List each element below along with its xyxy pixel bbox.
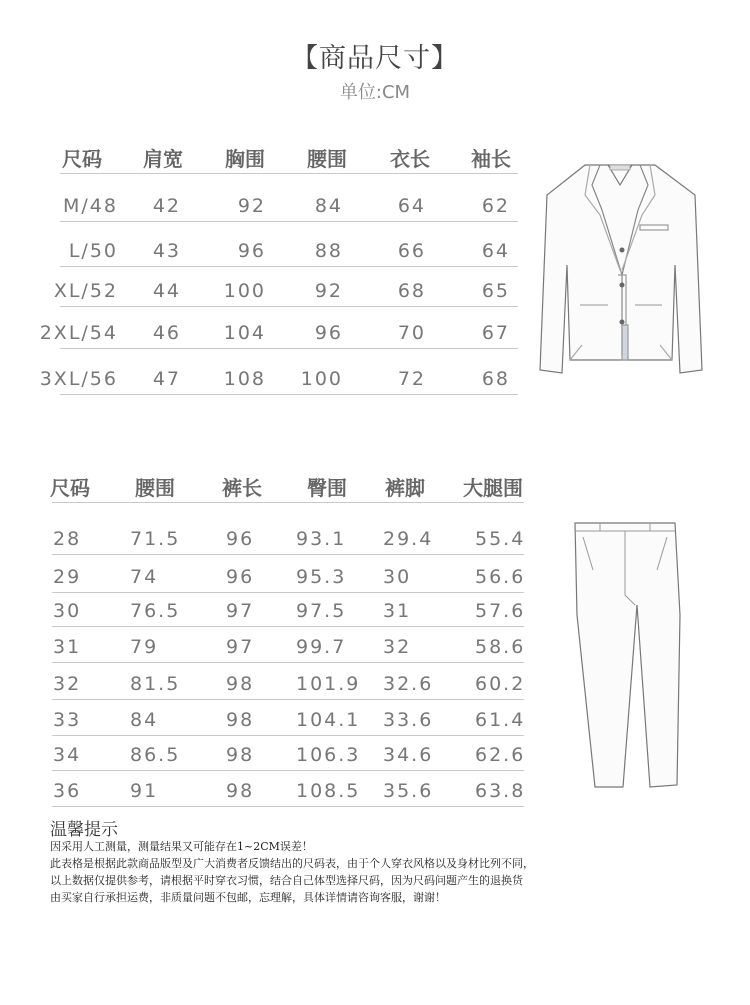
table-row — [0, 368, 520, 408]
table-cell: M/48 — [63, 195, 118, 217]
table-cell: 95.3 — [296, 566, 347, 588]
table-cell: 64 — [397, 195, 426, 217]
table-cell: 96 — [237, 240, 266, 262]
row-divider — [52, 735, 524, 736]
table-cell: 99.7 — [296, 636, 347, 658]
table-cell: 36 — [53, 780, 82, 802]
table-cell: 100 — [300, 368, 343, 390]
tips-line: 因采用人工测量，测量结果又可能存在1~2CM误差！ — [50, 840, 313, 853]
table-cell: 91 — [130, 780, 159, 802]
row-divider — [52, 554, 524, 555]
table-row — [0, 709, 526, 749]
table-row — [0, 780, 526, 820]
table-cell: 100 — [223, 280, 266, 302]
table-row — [0, 636, 526, 676]
table-row — [0, 280, 520, 320]
table-cell: 97 — [226, 636, 255, 658]
table-cell: 28 — [53, 528, 82, 550]
tips-line: 由买家自行承担运费，非质量问题不包邮，忘理解，具体详情请咨询客服，谢谢！ — [50, 891, 446, 904]
table-cell: 62.6 — [475, 744, 526, 766]
table-cell: 46 — [152, 322, 181, 344]
row-divider — [52, 626, 524, 627]
table-cell: 35.6 — [383, 780, 434, 802]
tips-line: 以上数据仅提供参考，请根据平时穿衣习惯，结合自己体型选择尺码，因为尺码问题产生的退换货 — [50, 874, 523, 887]
row-divider — [52, 662, 524, 663]
table-cell: 92 — [314, 280, 343, 302]
column-header: 尺码 — [50, 476, 90, 500]
row-divider — [52, 699, 524, 700]
table-cell: 86.5 — [130, 744, 181, 766]
table-cell: 2XL/54 — [39, 322, 118, 344]
table-cell: 60.2 — [475, 673, 526, 695]
table-cell: 42 — [152, 195, 181, 217]
table-row — [0, 322, 520, 362]
table-cell: 55.4 — [475, 528, 526, 550]
table-row — [0, 673, 526, 713]
table-cell: 96 — [314, 322, 343, 344]
table-cell: 96 — [226, 566, 255, 588]
column-header: 腰围 — [135, 476, 175, 500]
table-cell: 71.5 — [130, 528, 181, 550]
table-cell: 84 — [314, 195, 343, 217]
table-cell: 81.5 — [130, 673, 181, 695]
table-row — [0, 195, 520, 235]
row-divider — [52, 592, 524, 593]
row-divider — [52, 806, 524, 807]
table-cell: 98 — [226, 744, 255, 766]
column-header: 胸围 — [225, 147, 265, 171]
table-cell: 3XL/56 — [39, 368, 118, 390]
table-cell: 104 — [223, 322, 266, 344]
table-cell: L/50 — [68, 240, 118, 262]
table-header — [0, 472, 523, 512]
table-cell: 58.6 — [475, 636, 526, 658]
table-cell: 101.9 — [296, 673, 361, 695]
table-cell: 93.1 — [296, 528, 347, 550]
table-cell: 33 — [53, 709, 82, 731]
table-cell: XL/52 — [53, 280, 118, 302]
table-cell: 30 — [53, 600, 82, 622]
table-row — [0, 528, 526, 568]
tips-text — [50, 838, 690, 906]
row-divider — [60, 306, 518, 307]
unit-label: 单位:CM — [339, 82, 411, 103]
table-cell: 74 — [130, 566, 159, 588]
column-header: 衣长 — [390, 147, 430, 171]
row-divider — [60, 394, 518, 395]
column-header: 裤脚 — [385, 476, 425, 500]
table-cell: 62 — [481, 195, 510, 217]
table-cell: 34.6 — [383, 744, 434, 766]
table-cell: 64 — [481, 240, 510, 262]
table-cell: 31 — [53, 636, 82, 658]
table-cell: 96 — [226, 528, 255, 550]
table-cell: 67 — [481, 322, 510, 344]
table-cell: 32 — [53, 673, 82, 695]
table-cell: 92 — [237, 195, 266, 217]
table-cell: 47 — [152, 368, 181, 390]
table-cell: 33.6 — [383, 709, 434, 731]
table-row — [0, 744, 526, 784]
table-cell: 56.6 — [475, 566, 526, 588]
table-cell: 66 — [397, 240, 426, 262]
tips-line: 此表格是根据此款商品版型及广大消费者反馈结出的尺码表，由于个人穿衣风格以及身材比列不同， — [50, 857, 534, 870]
table-cell: 97.5 — [296, 600, 347, 622]
table-cell: 98 — [226, 780, 255, 802]
column-header: 裤长 — [222, 476, 262, 500]
column-header: 肩宽 — [143, 147, 183, 171]
column-header: 袖长 — [471, 147, 511, 171]
table-cell: 70 — [397, 322, 426, 344]
table-cell: 84 — [130, 709, 159, 731]
table-cell: 104.1 — [296, 709, 361, 731]
page-title: 【商品尺寸】 — [291, 43, 459, 74]
table-cell: 88 — [314, 240, 343, 262]
table-cell: 29 — [53, 566, 82, 588]
table-cell: 32.6 — [383, 673, 434, 695]
table-cell: 57.6 — [475, 600, 526, 622]
column-header: 臀围 — [307, 476, 347, 500]
table-cell: 61.4 — [475, 709, 526, 731]
table-cell: 72 — [397, 368, 426, 390]
table-cell: 43 — [152, 240, 181, 262]
table-row — [0, 240, 520, 280]
table-cell: 108.5 — [296, 780, 361, 802]
row-divider — [60, 348, 518, 349]
table-cell: 97 — [226, 600, 255, 622]
table-cell: 76.5 — [130, 600, 181, 622]
pants-illustration — [565, 515, 695, 795]
table-cell: 98 — [226, 673, 255, 695]
table-row — [0, 600, 526, 640]
header-divider — [52, 502, 524, 503]
table-cell: 79 — [130, 636, 159, 658]
table-cell: 63.8 — [475, 780, 526, 802]
table-cell: 98 — [226, 709, 255, 731]
table-cell: 106.3 — [296, 744, 361, 766]
row-divider — [60, 221, 518, 222]
table-cell: 68 — [481, 368, 510, 390]
row-divider — [52, 770, 524, 771]
table-cell: 30 — [383, 566, 412, 588]
table-cell: 65 — [481, 280, 510, 302]
column-header: 腰围 — [307, 147, 347, 171]
table-cell: 68 — [397, 280, 426, 302]
column-header: 尺码 — [62, 147, 102, 171]
tips-title: 温馨提示 — [50, 820, 118, 840]
table-cell: 31 — [383, 600, 412, 622]
table-cell: 108 — [223, 368, 266, 390]
column-header: 大腿围 — [463, 476, 523, 500]
table-cell: 32 — [383, 636, 412, 658]
row-divider — [60, 266, 518, 267]
table-cell: 29.4 — [383, 528, 434, 550]
table-cell: 44 — [152, 280, 181, 302]
jacket-illustration — [530, 155, 710, 385]
table-header — [0, 143, 520, 183]
header-divider — [60, 173, 518, 174]
table-cell: 34 — [53, 744, 82, 766]
